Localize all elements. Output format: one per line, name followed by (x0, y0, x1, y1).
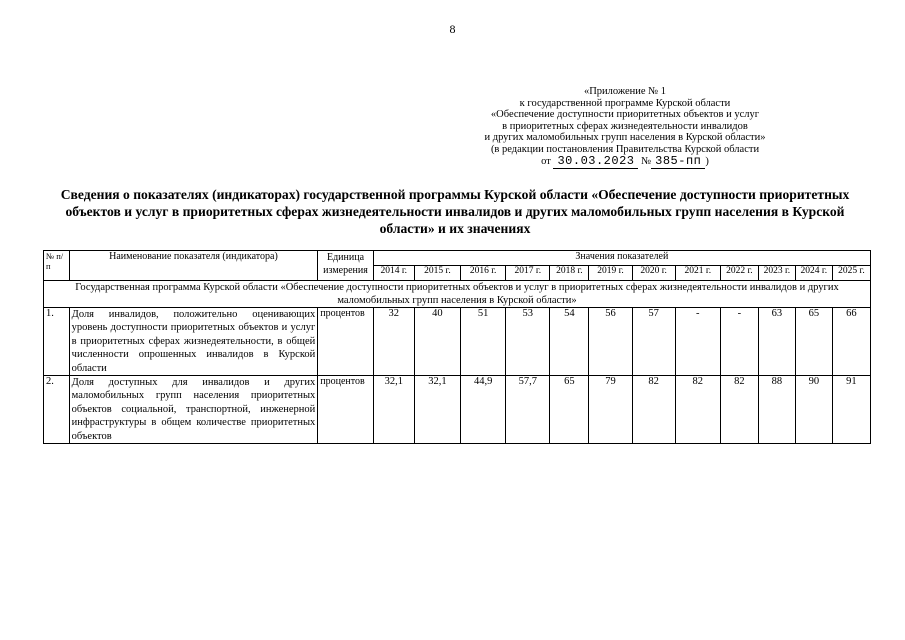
indicator-value: 63 (758, 308, 795, 376)
indicator-value: 88 (758, 376, 795, 444)
indicator-value: 32,1 (373, 376, 414, 444)
appendix-line-6: (в редакции постановления Правительства Курской области (490, 143, 760, 155)
indicator-value: 51 (461, 308, 506, 376)
indicator-value: 32,1 (414, 376, 460, 444)
indicator-value: 82 (720, 376, 758, 444)
page-number: 8 (449, 22, 456, 36)
table-row (44, 376, 871, 444)
indicator-value: 54 (550, 308, 589, 376)
indicator-name: Доля инвалидов, положительно оценивающих уровень доступности приоритетных объектов и услуг в приоритетных сферах жизнедеятельности, в общей численности опрошенных инвалидов в Курской области (69, 308, 318, 376)
header-num: № п/п (44, 251, 70, 281)
header-values: Значения показателей (373, 251, 870, 266)
indicators-table (43, 250, 871, 444)
resolution-date: 30.03.2023 (553, 154, 638, 169)
indicator-value: 44,9 (461, 376, 506, 444)
header-unit: Единица измерения (318, 251, 373, 281)
appendix-line-1: «Приложение № 1 (583, 86, 667, 97)
resolution-number: 385-пп (651, 154, 705, 169)
program-title: Государственная программа Курской области «Обеспечение доступности приоритетных объектов и услуг в приоритетных сферах жизнедеятельности инвалидов и других маломобильных групп населения в Курской области» (44, 281, 871, 308)
appendix-line-5: и других маломобильных групп населения в Курской области» (484, 132, 766, 144)
row-number: 1. (44, 308, 70, 376)
header-year: 2015 г. (414, 266, 460, 281)
header-year: 2022 г. (720, 266, 758, 281)
indicator-unit: процентов (318, 376, 373, 444)
indicator-value: - (675, 308, 720, 376)
indicator-value: 79 (589, 376, 632, 444)
indicator-value: 56 (589, 308, 632, 376)
from-label: от (541, 155, 551, 167)
number-label: № (641, 155, 652, 167)
indicator-value: 66 (832, 308, 870, 376)
indicator-value: 32 (373, 308, 414, 376)
header-year: 2024 г. (795, 266, 832, 281)
header-year: 2019 г. (589, 266, 632, 281)
row-number: 2. (44, 376, 70, 444)
indicator-value: 91 (832, 376, 870, 444)
indicator-value: 90 (795, 376, 832, 444)
header-year: 2017 г. (506, 266, 550, 281)
header-year: 2021 г. (675, 266, 720, 281)
table-row (44, 308, 871, 376)
program-row (44, 281, 871, 308)
appendix-block (455, 86, 795, 167)
indicator-value: 82 (632, 376, 675, 444)
header-year: 2020 г. (632, 266, 675, 281)
header-year: 2018 г. (550, 266, 589, 281)
header-year: 2023 г. (758, 266, 795, 281)
appendix-date-line (455, 153, 795, 168)
header-year: 2016 г. (461, 266, 506, 281)
appendix-line-2: к государственной программе Курской области (519, 97, 731, 109)
table-header-row (44, 251, 871, 266)
header-year: 2025 г. (832, 266, 870, 281)
appendix-line-3: «Обеспечение доступности приоритетных объектов и услуг (490, 109, 760, 121)
header-name: Наименование показателя (индикатора) (69, 251, 318, 281)
indicator-name: Доля доступных для инвалидов и других маломобильных групп населения приоритетных объектов социальной, транспортной, инженерной инфраструктуры в общем количестве приоритетных объектов (69, 376, 318, 444)
appendix-line-4: в приоритетных сферах жизнедеятельности инвалидов (502, 120, 748, 132)
header-year: 2014 г. (373, 266, 414, 281)
indicator-value: 65 (795, 308, 832, 376)
indicator-value: 53 (506, 308, 550, 376)
indicator-value: 57 (632, 308, 675, 376)
indicator-value: - (720, 308, 758, 376)
indicator-value: 65 (550, 376, 589, 444)
document-title: Сведения о показателях (индикаторах) государственной программы Курской области «Обеспечение доступности приоритетных объектов и услуг в приоритетных сферах жизнедеятельности инвалидов и других маломобильных групп населения в Курской области» и их значениях (60, 187, 850, 236)
indicator-unit: процентов (318, 308, 373, 376)
indicator-value: 82 (675, 376, 720, 444)
indicator-value: 40 (414, 308, 460, 376)
indicator-value: 57,7 (506, 376, 550, 444)
closing-paren: ) (705, 155, 709, 167)
